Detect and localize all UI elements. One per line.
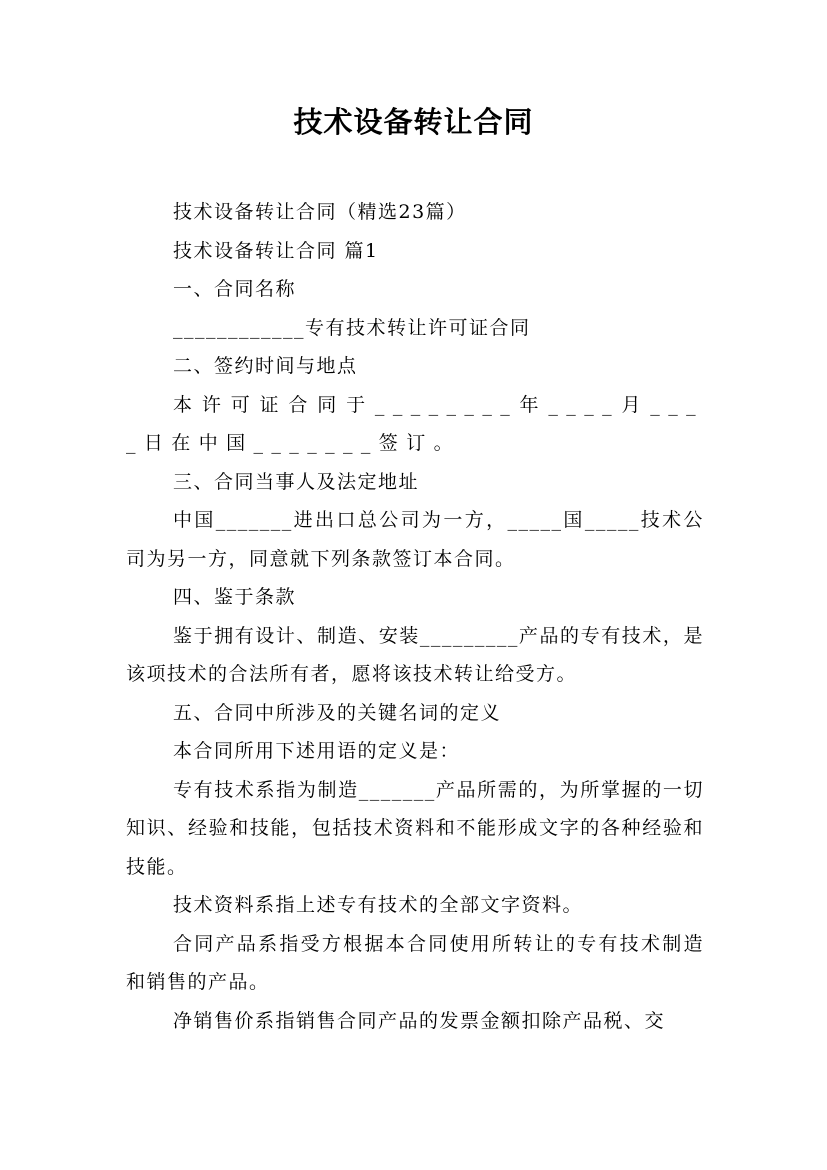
paragraph: 本许可证合同于________年____月____日在中国_______签订。 — [126, 393, 704, 454]
paragraph: 二、签约时间与地点 — [173, 355, 358, 377]
paragraph: 技术设备转让合同 篇1 — [173, 239, 379, 262]
paragraph: 本合同所用下述用语的定义是： — [173, 740, 461, 762]
paragraph: 鉴于拥有设计、制造、安装_________产品的专有技术，是该项技术的合法所有者，愿将该技术转让给受方。 — [126, 624, 704, 685]
paragraph: 合同产品系指受方根据本合同使用所转让的专有技术制造和销售的产品。 — [126, 932, 704, 993]
paragraph: 中国_______进出口总公司为一方，_____国_____技术公司为另一方，同意就下列条款签订本合同。 — [126, 509, 704, 570]
document-title: 技术设备转让合同 — [293, 105, 534, 139]
paragraph: 五、合同中所涉及的关键名词的定义 — [173, 701, 502, 724]
paragraph: 专有技术系指为制造_______产品所需的，为所掌握的一切知识、经验和技能，包括技术资料和不能形成文字的各种经验和技能。 — [126, 778, 704, 878]
paragraph: ____________专有技术转让许可证合同 — [173, 316, 531, 339]
paragraph: 三、合同当事人及法定地址 — [173, 470, 420, 493]
paragraph: 四、鉴于条款 — [173, 586, 297, 608]
document-body — [126, 193, 704, 1040]
paragraph: 技术设备转让合同（精选23篇） — [173, 201, 467, 223]
paragraph: 一、合同名称 — [173, 278, 297, 300]
paragraph: 技术资料系指上述专有技术的全部文字资料。 — [173, 894, 584, 916]
paragraph: 净销售价系指销售合同产品的发票金额扣除产品税、交 — [173, 1009, 666, 1032]
